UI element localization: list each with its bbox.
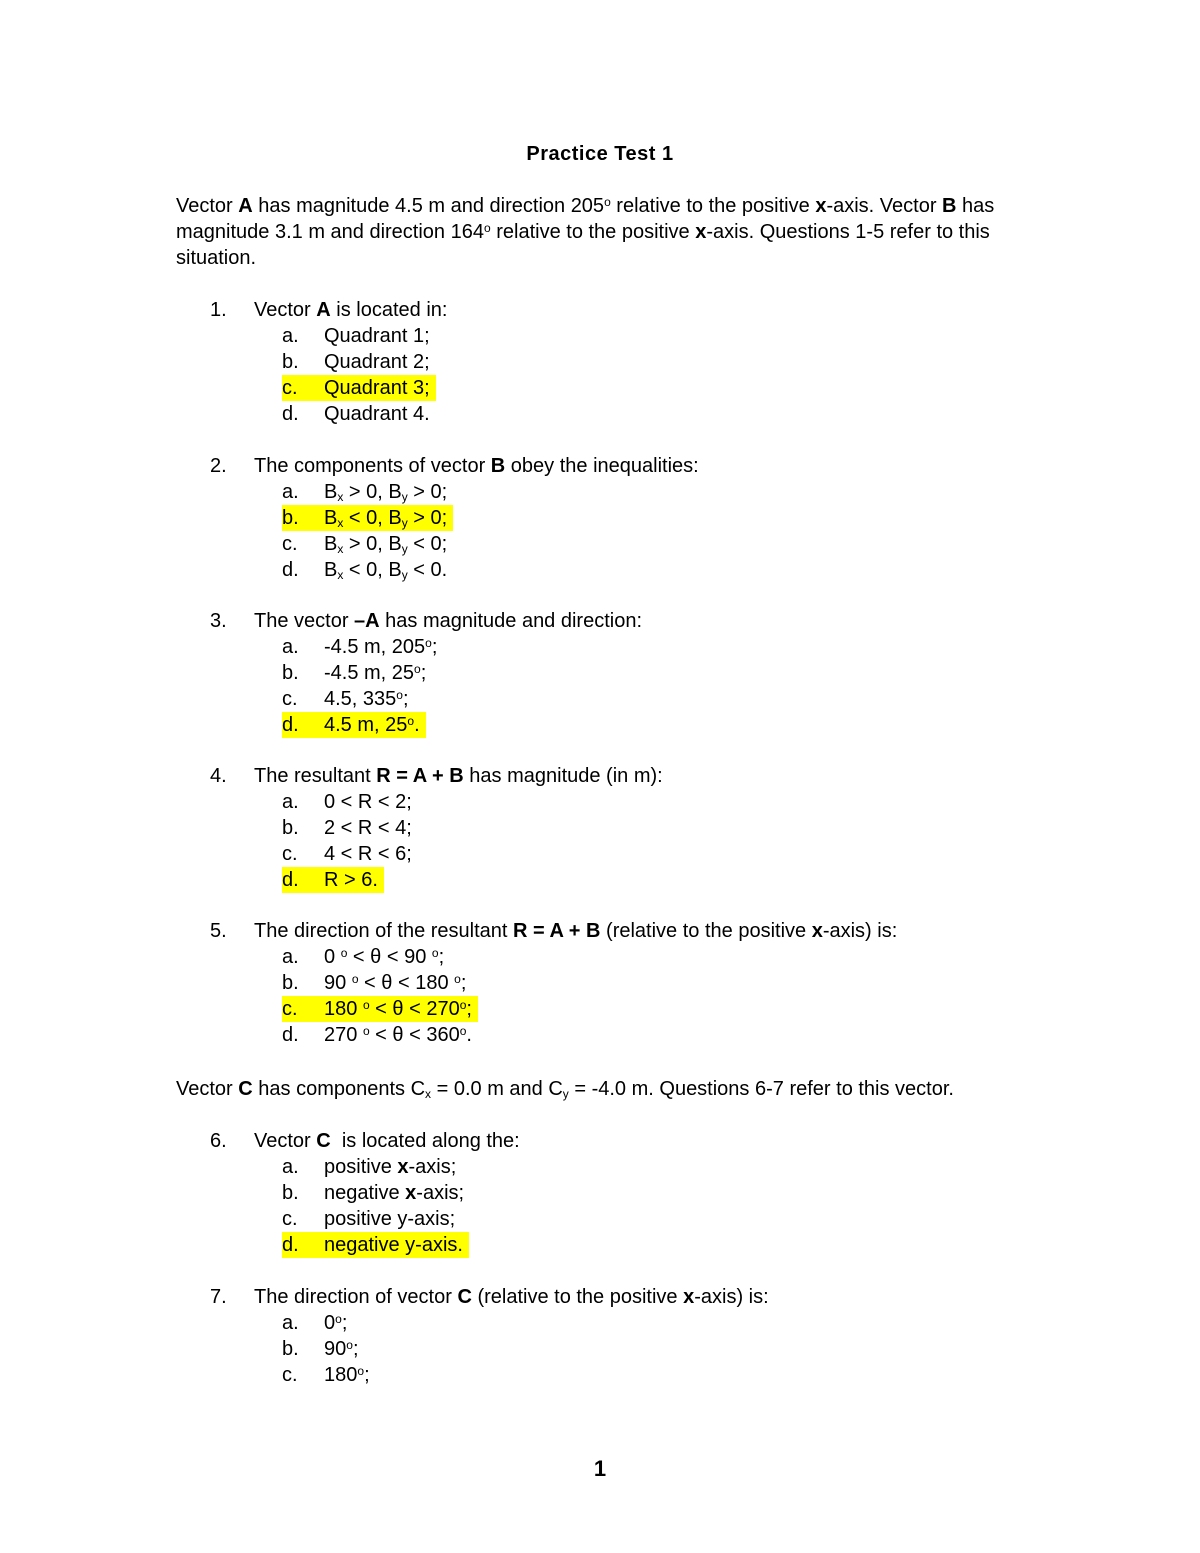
answer-option-highlighted [282,1232,469,1258]
option-text: 4.5 m, 25$^o$. [324,714,420,736]
page-title: Practice Test 1 [526,143,674,165]
option-text: 180$^o$; [324,1364,370,1386]
option-label: b. [282,662,299,684]
option-label: c. [282,1364,298,1386]
answer-option [282,970,468,996]
intro-paragraph-1: Vector A has magnitude 4.5 m and direction 205$^o$ relative to the positive x-axis. Vector B has magnitude 3.1 m and direction 164$^o$ relative to the positive x-axis. Questions 1-5 refer to this situation. [176,195,995,269]
answer-options [282,323,436,427]
option-label: c. [282,998,298,1020]
answer-option [282,1310,349,1336]
option-label: d. [282,403,299,425]
option-label: a. [282,791,299,813]
answer-option-highlighted [282,867,384,893]
question-number: 1. [210,299,227,321]
option-label: b. [282,1182,299,1204]
option-text: 2 < R < 4; [324,817,412,839]
option-label: c. [282,843,298,865]
answer-option [282,557,449,583]
option-label: a. [282,636,299,658]
answer-option-highlighted [282,375,436,401]
option-text: 90$^o$; [324,1338,359,1360]
option-text: positive x-axis; [324,1156,457,1178]
option-label: c. [282,533,298,555]
option-label: a. [282,1312,299,1334]
answer-option [282,634,439,660]
answer-options [282,1310,372,1388]
option-label: b. [282,817,299,839]
question-text: The direction of vector C (relative to the positive x-axis) is: [254,1286,769,1308]
option-text: 0$^o$; [324,1312,348,1334]
option-label: b. [282,972,299,994]
option-label: d. [282,559,299,581]
option-text: Quadrant 1; [324,325,430,347]
option-text: R > 6. [324,869,378,891]
option-text: negative x-axis; [324,1182,465,1204]
answer-option [282,1362,372,1388]
option-text: 90 $^o$ < θ < 180 $^o$; [324,972,467,994]
option-label: a. [282,1156,299,1178]
option-text: 0 $^o$ < θ < 90 $^o$; [324,946,445,968]
option-text: $B_x < 0$, $B_y > 0$; [324,507,448,530]
question-number: 5. [210,920,227,942]
option-text: 4.5, 335$^o$; [324,688,409,710]
question-number: 7. [210,1286,227,1308]
option-text: -4.5 m, 25$^o$; [324,662,427,684]
question-number: 6. [210,1130,227,1152]
intro-paragraph-2: Vector C has components $C_x = 0.0$ m and $C_y = -4.0$ m. Questions 6-7 refer to this vector. [176,1078,954,1101]
answer-option [282,1206,457,1232]
question-text: The direction of the resultant R = A + B (relative to the positive x-axis) is: [254,920,898,942]
option-text: $B_x < 0$, $B_y < 0$. [324,559,448,582]
answer-option [282,1022,474,1048]
option-text: 4 < R < 6; [324,843,412,865]
answer-option-highlighted [282,712,426,738]
option-label: b. [282,507,299,529]
question-text: Vector A is located in: [254,299,448,321]
answer-options [282,1154,469,1258]
answer-option [282,1154,458,1180]
option-label: a. [282,946,299,968]
answer-option [282,944,446,970]
answer-options [282,634,439,738]
answer-option [282,531,449,557]
question-number: 2. [210,455,227,477]
answer-option [282,789,414,815]
answer-option [282,660,428,686]
option-label: a. [282,481,299,503]
answer-option [282,479,449,505]
option-text: positive y-axis; [324,1208,456,1230]
answer-options [282,944,478,1048]
option-label: a. [282,325,299,347]
answer-option [282,349,432,375]
answer-option [282,401,432,427]
option-text: $B_x > 0$, $B_y < 0$; [324,533,448,556]
option-label: c. [282,688,298,710]
answer-options [282,789,414,893]
option-label: b. [282,1338,299,1360]
option-text: 0 < R < 2; [324,791,412,813]
question-text: Vector C is located along the: [254,1130,520,1152]
question-number: 3. [210,610,227,632]
option-label: d. [282,1024,299,1046]
option-label: c. [282,1208,298,1230]
option-label: d. [282,714,299,736]
question-text: The resultant R = A + B has magnitude (in m): [254,765,663,787]
answer-option [282,815,414,841]
answer-option [282,1336,361,1362]
question-number: 4. [210,765,227,787]
option-text: 270 $^o < \theta < 360^o$. [324,1024,472,1046]
option-text: $B_x > 0$, $B_y > 0$; [324,481,448,504]
question-text: The vector –A has magnitude and direction: [254,610,643,632]
option-label: d. [282,869,299,891]
answer-option [282,323,432,349]
option-text: Quadrant 3; [324,377,430,399]
option-text: Quadrant 2; [324,351,430,373]
answer-option [282,841,414,867]
option-label: b. [282,351,299,373]
answer-option [282,1180,466,1206]
question-text: The components of vector B obey the inequalities: [254,455,699,477]
option-text: -4.5 m, 205$^o$; [324,636,438,658]
option-text: negative y-axis. [324,1234,463,1256]
option-label: c. [282,377,298,399]
answer-option-highlighted [282,996,478,1022]
option-text: 180 $^o < \theta < 270^o$; [324,998,472,1020]
answer-options [282,479,453,583]
answer-option-highlighted [282,505,453,531]
page-number: 1 [593,1456,607,1481]
option-text: Quadrant 4. [324,403,430,425]
answer-option [282,686,411,712]
option-label: d. [282,1234,299,1256]
